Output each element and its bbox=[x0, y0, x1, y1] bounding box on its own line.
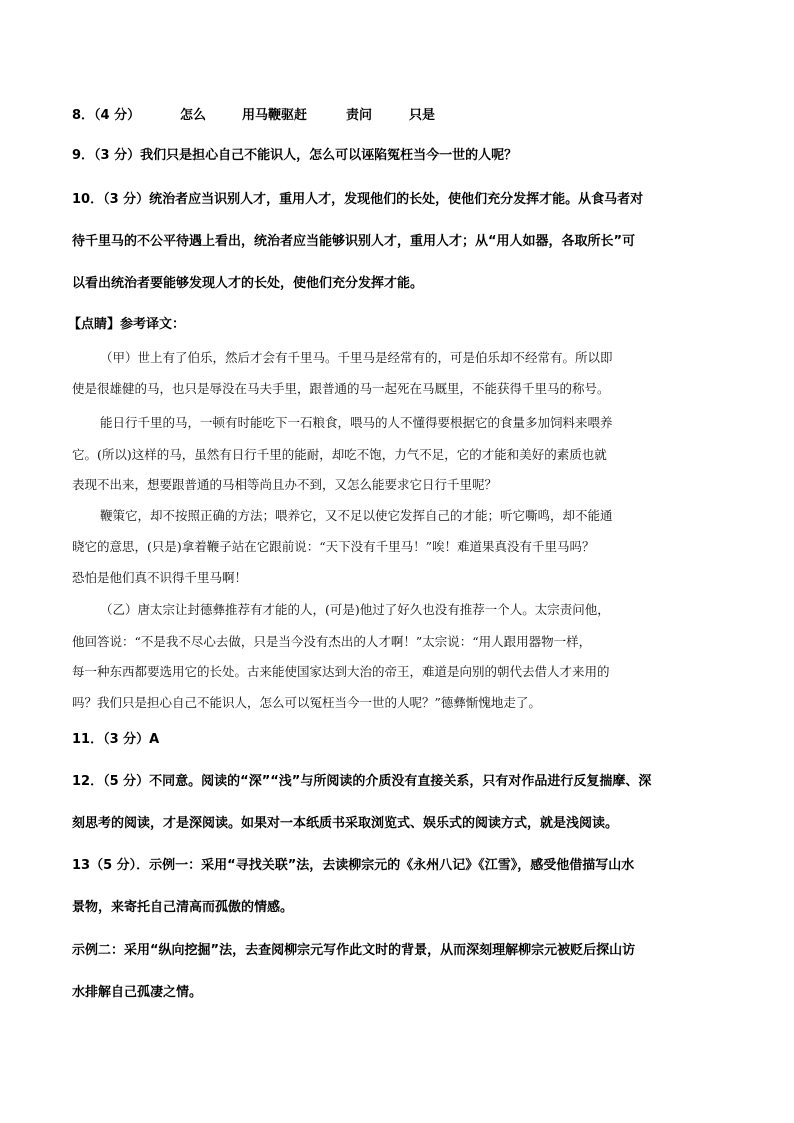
q13-line-2: 景物，来寄托自己清高而孤傲的情感。 bbox=[72, 900, 294, 915]
q8-answer-4: 只是 bbox=[409, 108, 436, 123]
translation-line-7: 晓它的意思，(只是)拿着鞭子站在它跟前说：“天下没有千里马！”唉！难道果真没有千里马吗？ bbox=[72, 539, 595, 554]
q8-answer-1: 怎么 bbox=[180, 108, 207, 123]
q13-line-3: 示例二：采用“纵向挖掘”法，去查阅柳宗元写作此文时的背景，从而深刻理解柳宗元被贬后探山访 bbox=[72, 943, 636, 958]
q9-answer: 9．（3 分）我们只是担心自己不能识人，怎么可以诬陷冤枉当今一世的人呢？ bbox=[72, 148, 518, 163]
translation-line-1: （甲）世上有了伯乐，然后才会有千里马。千里马是经常有的，可是伯乐却不经常有。所以即 bbox=[100, 350, 613, 365]
translation-line-11: 每一种东西都要选用它的长处。古来能使国家达到大治的帝王，难道是向别的朝代去借人才来用的 bbox=[72, 664, 610, 679]
translation-line-4: 它。(所以)这样的马，虽然有日行千里的能耐，却吃不饱，力气不足，它的才能和美好的素质也就 bbox=[72, 447, 607, 462]
q10-line-1: 10．（3 分）统治者应当识别人才，重用人才，发现他们的长处，使他们充分发挥才能。从食马者对 bbox=[72, 192, 644, 207]
translation-line-12: 吗？我们只是担心自己不能识人，怎么可以冤枉当今一世的人呢？”德彝惭愧地走了。 bbox=[72, 695, 541, 710]
translation-line-8: 恐怕是他们真不识得千里马啊！ bbox=[72, 570, 248, 585]
q13-line-1: 13（5 分）．示例一：采用“寻找关联”法，去读柳宗元的《永州八记》《江雪》，感受他借描写山水 bbox=[72, 858, 635, 873]
q10-line-3: 以看出统治者要能够发现人才的长处，使他们充分发挥才能。 bbox=[72, 276, 424, 291]
q8-answer-2: 用马鞭驱赶 bbox=[242, 108, 308, 123]
q8-answer-3: 责问 bbox=[346, 108, 373, 123]
q12-line-2: 刻思考的阅读，才是深阅读。如果对一本纸质书采取浏览式、娱乐式的阅读方式，就是浅阅读。 bbox=[72, 816, 619, 831]
translation-line-3: 能日行千里的马，一顿有时能吃下一石粮食，喂马的人不懂得要根据它的食量多加饲料来喂养 bbox=[100, 415, 613, 430]
translation-line-2: 使是很雄健的马，也只是辱没在马夫手里，跟普通的马一起死在马厩里，不能获得千里马的称号。 bbox=[72, 381, 610, 396]
q12-line-1: 12．（5 分）不同意。阅读的“深”“浅”与所阅读的介质没有直接关系，只有对作品进行反复揣摩、深 bbox=[72, 774, 652, 789]
q13-line-4: 水排解自己孤凄之情。 bbox=[72, 985, 203, 1000]
q8-number: 8．（4 分） bbox=[72, 108, 141, 123]
translation-line-6: 鞭策它，却不按照正确的方法；喂养它，又不足以使它发挥自己的才能；听它嘶鸣，却不能通 bbox=[100, 508, 613, 523]
translation-line-10: 他回答说：“不是我不尽心去做，只是当今没有杰出的人才啊！”太宗说：“用人跟用器物一样， bbox=[72, 634, 592, 649]
dianjing-heading: 【点睛】参考译文： bbox=[68, 317, 186, 332]
q10-line-2: 待千里马的不公平待遇上看出，统治者应当能够识别人才，重用人才；从“用人如器，各取所长”可 bbox=[72, 234, 636, 249]
q11-answer: 11．（3 分）A bbox=[72, 732, 160, 747]
translation-line-9: （乙）唐太宗让封德彝推荐有才能的人，(可是)他过了好久也没有推荐一个人。太宗责问他， bbox=[100, 602, 610, 617]
translation-line-5: 表现不出来，想要跟普通的马相等尚且办不到，又怎么能要求它日行千里呢？ bbox=[72, 477, 498, 492]
